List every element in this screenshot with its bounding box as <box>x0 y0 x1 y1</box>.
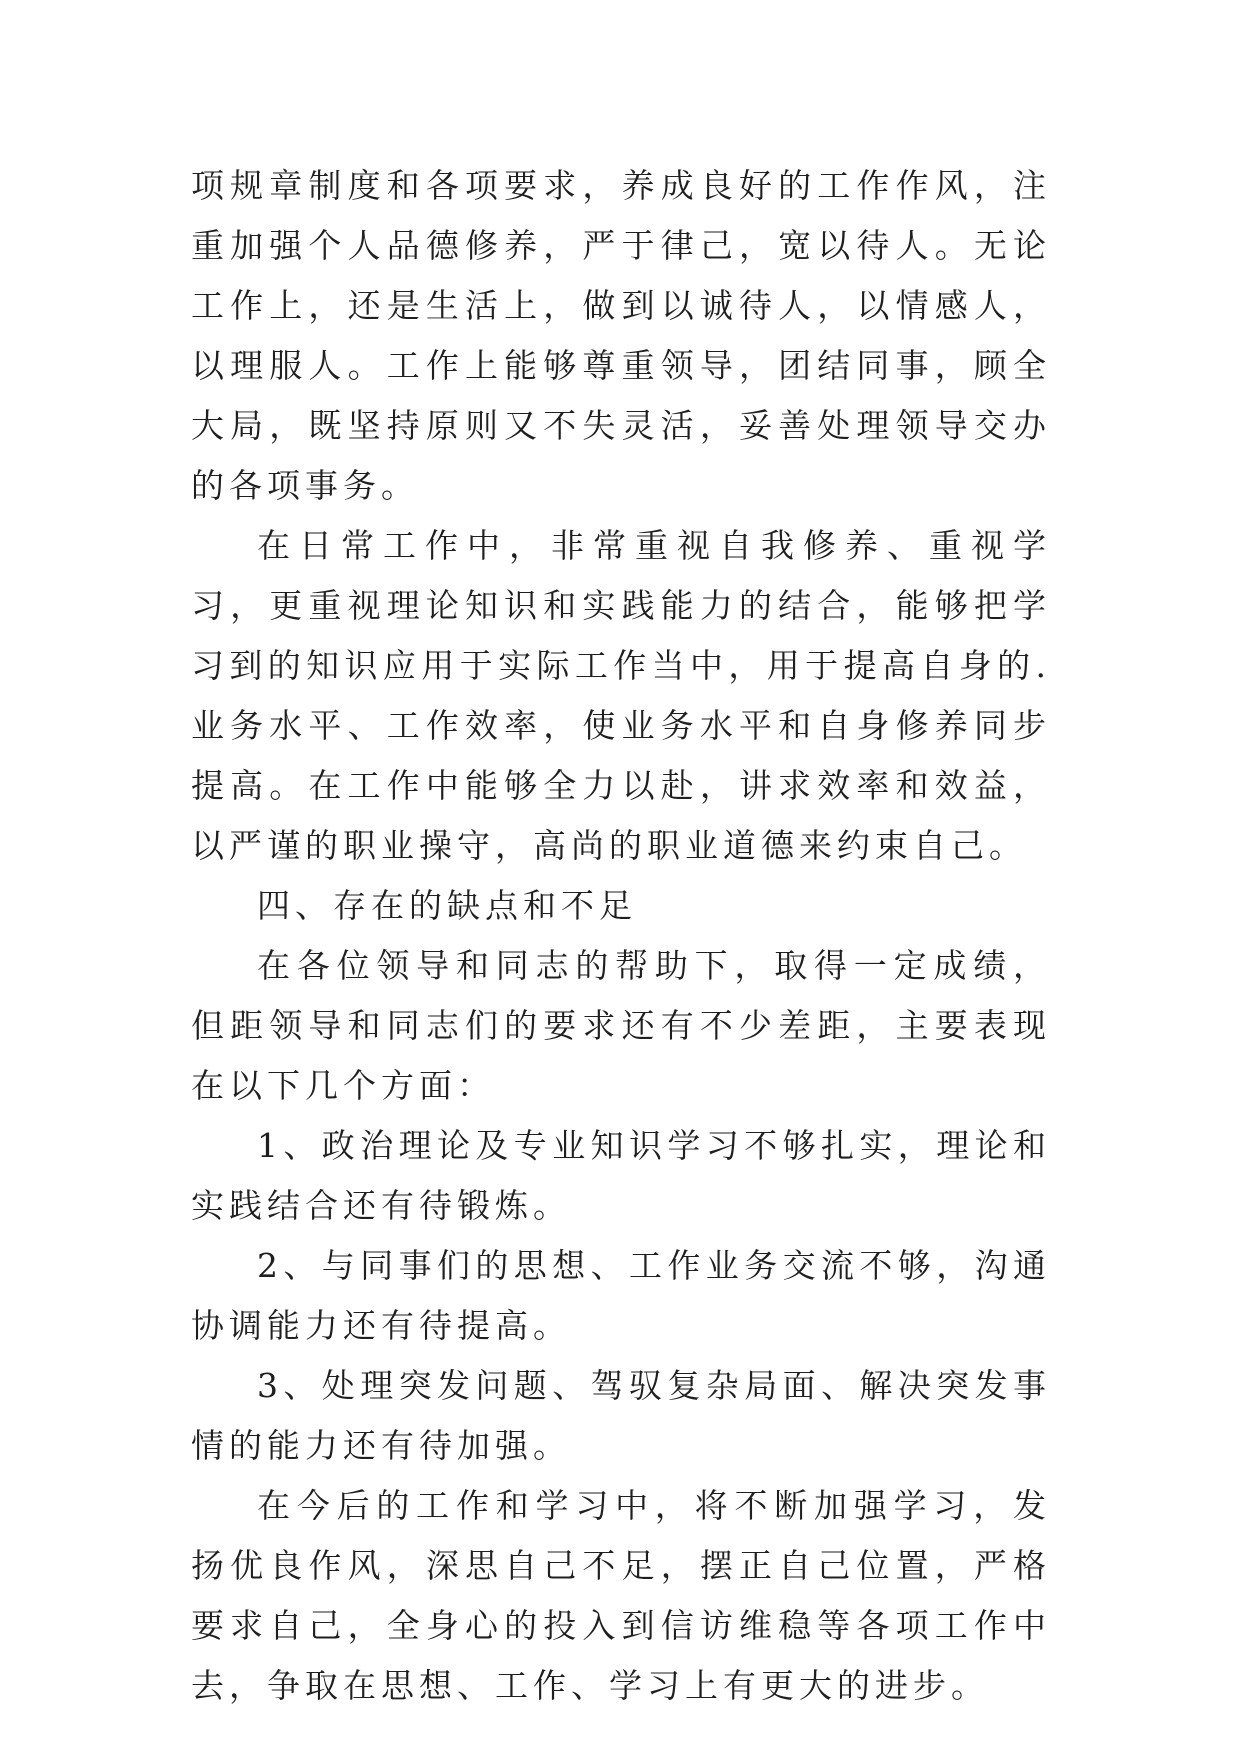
list-item-1: 1、政治理论及专业知识学习不够扎实，理论和实践结合还有待锻炼。 <box>191 1126 1051 1225</box>
paragraph-rules-and-conduct: 项规章制度和各项要求，养成良好的工作作风，注重加强个人品德修养，严于律己，宽以待人。无论工作上，还是生活上，做到以诚待人，以情感人，以理服人。工作上能够尊重领导，团结同事，顾全大局，既坚持原则又不失灵活，妥善处理领导交办的各项事务。 <box>191 166 1051 505</box>
paragraph-shortcomings-intro: 在各位领导和同志的帮助下，取得一定成绩，但距领导和同志们的要求还有不少差距，主要表现在以下几个方面： <box>191 946 1051 1105</box>
paragraph-daily-work: 在日常工作中，非常重视自我修养、重视学习，更重视理论知识和实践能力的结合，能够把学习到的知识应用于实际工作当中，用于提高自身的.业务水平、工作效率，使业务水平和自身修养同步提高。在工作中能够全力以赴，讲求效率和效益，以严谨的职业操守，高尚的职业道德来约束自己。 <box>191 526 1051 865</box>
list-item-3: 3、处理突发问题、驾驭复杂局面、解决突发事情的能力还有待加强。 <box>191 1366 1051 1465</box>
paragraph-future-plans: 在今后的工作和学习中，将不断加强学习，发扬优良作风，深思自己不足，摆正自己位置，严格要求自己，全身心的投入到信访维稳等各项工作中去，争取在思想、工作、学习上有更大的进步。 <box>191 1486 1051 1705</box>
section-heading-shortcomings: 四、存在的缺点和不足 <box>257 886 637 925</box>
list-item-2: 2、与同事们的思想、工作业务交流不够，沟通协调能力还有待提高。 <box>191 1246 1051 1345</box>
document-body <box>191 156 1051 1716</box>
